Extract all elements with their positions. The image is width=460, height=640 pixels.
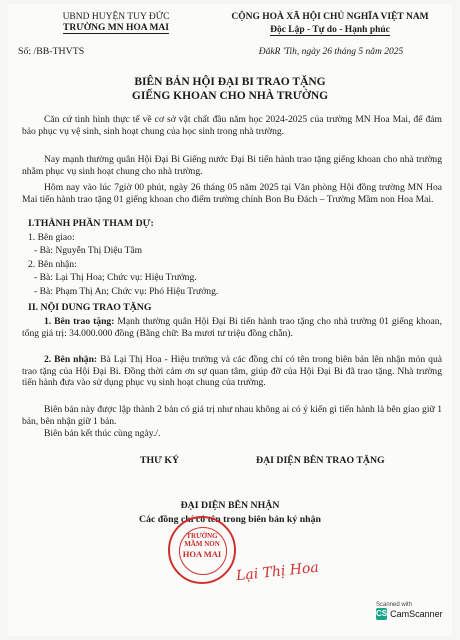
section-2-item-2: 2. Bên nhận: Bà Lại Thị Hoa - Hiệu trưởng và các đồng chí có tên trong biên bản lên nhận món quà trao tặng của Hội Đại Bi. Đồng thời cảm ơn sự quan tâm, giúp đỡ của Hội Đại Bi đã trao tặng. Nhà trường tiến hành đưa vào sử dụng phục vụ sinh hoạt chung của trường. <box>22 354 442 389</box>
section-2-heading: II. NỘI DUNG TRAO TẶNG <box>28 302 152 313</box>
paragraph-2: Nay mạnh thường quân Hội Đại Bi Giếng nước Đại Bi tiến hành trao tặng giếng khoan cho nhà trường nhằm phục vụ sinh hoạt chung cho nhà trường. <box>22 154 442 177</box>
document-number: Số: /BB-THVTS <box>18 46 85 57</box>
district-name: UBND HUYỆN TUY ĐỨC <box>62 12 170 22</box>
scanned-with-text: Scanned with <box>376 602 413 608</box>
giver-person: - Bà: Nguyễn Thị Diệu Tâm <box>34 245 143 256</box>
section-1-heading: I.THÀNH PHẦN THAM DỰ: <box>28 218 154 229</box>
school-stamp <box>168 516 236 584</box>
giver-label: 1. Bên giao: <box>28 232 75 243</box>
receiver-person-1: - Bà: Lại Thị Hoa; Chức vụ: Hiệu Trưởng. <box>34 272 197 283</box>
stamp-line-1: TRƯỜNG <box>186 532 218 540</box>
closing-line: Biên bản kết thúc cùng ngày./. <box>44 428 161 439</box>
country-name: CỘNG HOÀ XÃ HỘI CHỦ NGHĨA VIỆT NAM <box>231 12 429 22</box>
receiver-person-2: - Bà: Phạm Thị An; Chức vụ: Phó Hiệu Trưởng. <box>34 286 219 297</box>
stamp-line-2: MẦM NON <box>184 540 220 548</box>
stamp-line-3: HOA MAI <box>182 549 222 559</box>
title-line-1: BIÊN BẢN HỘI ĐẠI BI TRAO TẶNG <box>134 76 326 88</box>
receiver-label: 2. Bên nhận: <box>28 259 77 270</box>
place-date: ĐăkR 'Tih, ngày 26 tháng 5 năm 2025 <box>258 47 404 57</box>
motto: Độc Lập - Tự do - Hạnh phúc <box>270 25 390 35</box>
receiver-subtitle: Các đồng chí có tên trong biên bản ký nhận <box>139 514 321 525</box>
receiver-representative-label: ĐẠI DIỆN BÊN NHẬN <box>180 500 280 511</box>
paragraph-1: Căn cứ tình hình thực tế về cơ sở vật chất đầu năm học 2024-2025 của trường MN Hoa Mai, để đảm bảo phục vụ vệ sinh, sinh hoạt chung của học sinh trong nhà trường. <box>22 114 442 137</box>
closing-paragraph: Biên bản này được lập thành 2 bản có giá trị như nhau không ai có ý kiến gì tiến hành là bên giao giữ 1 bản, bên nhận giữ 1 bản. <box>22 404 442 427</box>
donor-representative-label: ĐẠI DIỆN BÊN TRAO TẶNG <box>256 455 385 466</box>
title-line-2: GIẾNG KHOAN CHO NHÀ TRƯỜNG <box>131 90 329 102</box>
secretary-label: THƯ KÝ <box>140 455 180 466</box>
camscanner-brand: CamScanner <box>390 609 443 619</box>
camscanner-logo-icon: CS <box>376 609 388 618</box>
paragraph-3: Hôm nay vào lúc 7giờ 00 phút, ngày 26 tháng 05 năm 2025 tại Văn phòng Hội đồng trường MN Hoa Mai tiến hành trao tặng 01 giếng khoan cho điểm trường chính Bon Bu Đách – Trường Mầm non Hoa Mai. <box>22 182 442 205</box>
header-left <box>46 12 186 34</box>
document-page <box>8 4 452 636</box>
camscanner-watermark <box>376 602 442 630</box>
school-name: TRƯỜNG MN HOA MAI <box>63 23 169 33</box>
handwritten-signature: Lại Thị Hoa <box>235 559 320 585</box>
section-2-item-1: 1. Bên trao tặng: Mạnh thường quân Hội Đại Bi tiến hành trao tặng cho nhà trường 01 giếng khoan, tổng giá trị: 34.000.000 đồng (Bằng chữ: Ba mươi tư triệu đồng chẵn). <box>22 316 442 339</box>
